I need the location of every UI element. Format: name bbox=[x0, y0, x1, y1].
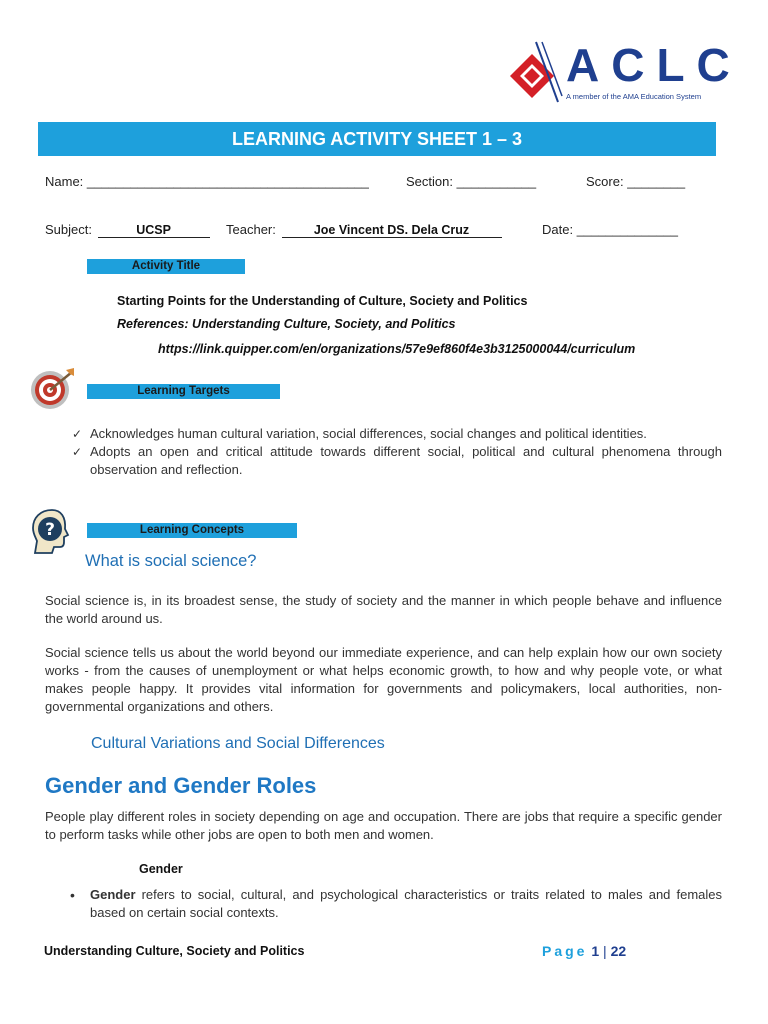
sheet-title-banner: LEARNING ACTIVITY SHEET 1 – 3 bbox=[38, 122, 716, 156]
name-blank: _______________________________________ bbox=[86, 174, 369, 189]
section-label: Section: bbox=[406, 174, 453, 189]
paragraph-definition: Social science is, in its broadest sense, the study of society and the manner in which people behave and influence the world around us. bbox=[45, 593, 722, 626]
bullet-icon: • bbox=[70, 887, 75, 903]
score-field bbox=[586, 174, 685, 189]
section-heading: What is social science? bbox=[85, 552, 257, 570]
date-field bbox=[542, 222, 678, 237]
page-number bbox=[542, 943, 626, 959]
teacher-field bbox=[226, 222, 502, 238]
head-question-icon bbox=[28, 507, 76, 557]
paragraph-explanation: Social science tells us about the world beyond our immediate experience, and can help explain how our own society works - from the causes of unemployment or what helps economic growth, to how and why people vote, or what makes people happy. It provides vital information for governments and policymakers, local authorities, non-governmental organizations and others. bbox=[45, 645, 722, 714]
teacher-value: Joe Vincent DS. Dela Cruz bbox=[313, 223, 470, 237]
references: References: Understanding Culture, Society, and Politics bbox=[117, 317, 456, 331]
section-field bbox=[406, 174, 536, 189]
gender-label: Gender bbox=[139, 862, 183, 876]
subject-label: Subject: bbox=[45, 222, 92, 237]
score-label: Score: bbox=[586, 174, 624, 189]
check-icon: ✓ bbox=[72, 427, 83, 441]
check-icon: ✓ bbox=[72, 445, 83, 459]
page-separator: | bbox=[603, 943, 607, 959]
paragraph-roles: People play different roles in society depending on age and occupation. There are jobs that require a specific gender to perform tasks while other jobs are open to both men and women. bbox=[45, 809, 722, 842]
logo-tagline: A member of the AMA Education System bbox=[566, 92, 702, 101]
logo-wordmark: ACLC bbox=[566, 39, 742, 91]
subject-value: UCSP bbox=[136, 223, 171, 237]
gender-definition-list bbox=[72, 886, 722, 922]
teacher-label: Teacher: bbox=[226, 222, 276, 237]
gender-heading: Gender and Gender Roles bbox=[45, 773, 317, 798]
score-blank: ________ bbox=[627, 174, 686, 189]
name-label: Name: bbox=[45, 174, 84, 189]
page-word: Page bbox=[542, 943, 588, 959]
list-item: • Gender refers to social, cultural, and psychological characteristics or traits related to males and females based on certain social contexts. bbox=[70, 887, 722, 920]
activity-title-tag: Activity Title bbox=[87, 259, 245, 274]
learning-concepts-tag: Learning Concepts bbox=[87, 523, 297, 538]
date-label: Date: bbox=[542, 222, 574, 237]
list-item: ✓ Acknowledges human cultural variation, social differences, social changes and political identities. bbox=[72, 426, 647, 441]
subject-field bbox=[45, 222, 210, 238]
footer-course-title: Understanding Culture, Society and Politics bbox=[44, 944, 305, 958]
page-current: 1 bbox=[591, 943, 600, 959]
date-blank: ______________ bbox=[576, 222, 678, 237]
name-field bbox=[45, 174, 369, 189]
target-icon bbox=[28, 366, 78, 412]
subsection-heading: Cultural Variations and Social Differences bbox=[91, 735, 385, 752]
activity-title: Starting Points for the Understanding of Culture, Society and Politics bbox=[117, 294, 528, 308]
reference-url[interactable]: https://link.quipper.com/en/organizations/57e9ef860f4e3b3125000044/curriculum bbox=[158, 342, 636, 356]
learning-targets-tag: Learning Targets bbox=[87, 384, 280, 399]
page-total: 22 bbox=[610, 943, 627, 959]
aclc-logo-icon bbox=[506, 40, 568, 104]
learning-targets-list bbox=[72, 425, 722, 479]
list-item: ✓ Adopts an open and critical attitude towards different social, political and cultural phenomena through observation and reflection. bbox=[72, 444, 722, 477]
section-blank: ___________ bbox=[456, 174, 537, 189]
svg-text:?: ? bbox=[45, 520, 55, 540]
